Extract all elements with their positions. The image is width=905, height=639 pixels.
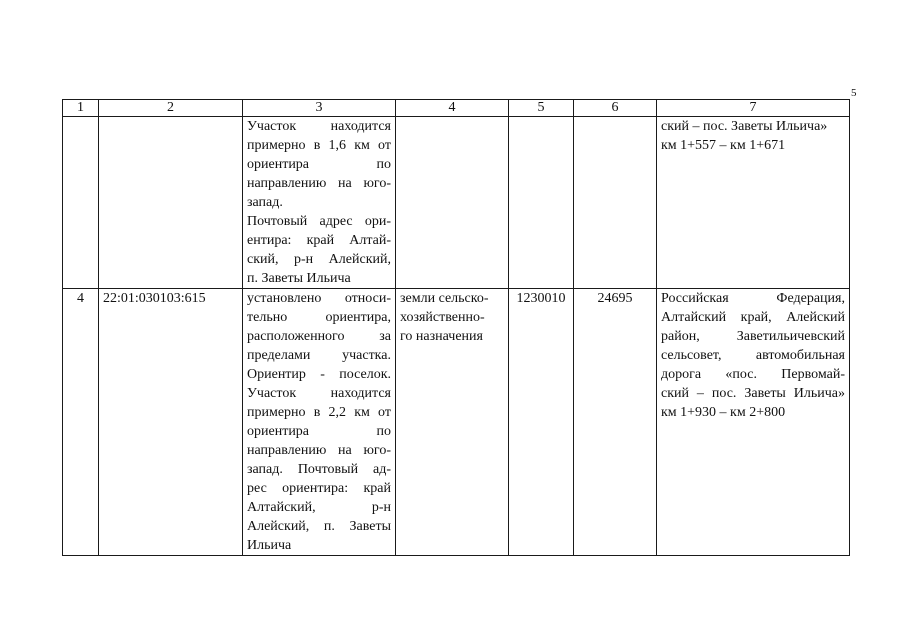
cell-text-line: ский, р-н Алейский, [247, 252, 391, 267]
cell-text-line: Участок находится [247, 119, 391, 134]
column-header-3: 3 [243, 100, 396, 117]
cell-text-line: го назначения [400, 329, 483, 344]
column-header-2: 2 [99, 100, 243, 117]
land-category-cell [396, 289, 509, 556]
cell-text-line: дорога «пос. Первомай- [661, 367, 845, 382]
cell-text-line: рес ориентира: край [247, 481, 391, 496]
cell-text-line: Почтовый адрес ори- [247, 214, 391, 229]
cell-text-line: ориентира по [247, 157, 391, 172]
location-cell [243, 289, 396, 556]
cadastral-number-cell: 22:01:030103:615 [99, 289, 243, 556]
cell-text-line: Участок находится [247, 386, 391, 401]
cell-text-line: примерно в 2,2 км от [247, 405, 391, 420]
description-cell [657, 289, 850, 556]
row-number-cell: 4 [63, 289, 99, 556]
column-header-4: 4 [396, 100, 509, 117]
table-row [63, 117, 850, 289]
page-number: 5 [851, 87, 857, 99]
land-category-cell [396, 117, 509, 289]
land-plots-table [62, 99, 850, 556]
cell-text-line: тельно ориентира, [247, 310, 391, 325]
cadastral-number-cell [99, 117, 243, 289]
cell-text-line: расположенного за [247, 329, 391, 344]
cell-text-line: запад. Почтовый ад- [247, 462, 391, 477]
cell-text-line: Алтайский, р-н [247, 500, 391, 515]
cell-text-line: км 1+930 – км 2+800 [661, 405, 786, 420]
cell-text-line: Ориентир - поселок. [247, 367, 391, 382]
cell-text-line: направлению на юго- [247, 443, 391, 458]
row-number-cell [63, 117, 99, 289]
cell-text-line: ский – пос. Заветы Ильича» [661, 119, 828, 134]
cell-text-line: запад. [247, 195, 283, 210]
cell-text-line: км 1+557 – км 1+671 [661, 138, 786, 153]
location-cell [243, 117, 396, 289]
cell-text-line: п. Заветы Ильича [247, 271, 351, 286]
cell-text-line: район, Заветильичевский [661, 329, 845, 344]
cell-text-line: пределами участка. [247, 348, 391, 363]
cell-text-line: ориентира по [247, 424, 391, 439]
cell-text-line: земли сельско- [400, 291, 489, 306]
cell-text-line: Алейский, п. Заветы [247, 519, 391, 534]
column-header-7: 7 [657, 100, 850, 117]
cadastral-value-cell [574, 117, 657, 289]
table-row [63, 289, 850, 556]
cell-text-line: ентира: край Алтай- [247, 233, 391, 248]
cell-text-line: хозяйственно- [400, 310, 485, 325]
cell-text-line: ский – пос. Заветы Ильича» [661, 386, 845, 401]
column-header-6: 6 [574, 100, 657, 117]
cell-text-line: Алтайский край, Алейский [661, 310, 845, 325]
area-cell [509, 117, 574, 289]
area-cell: 1230010 [509, 289, 574, 556]
column-header-5: 5 [509, 100, 574, 117]
cell-text-line: направлению на юго- [247, 176, 391, 191]
cell-text-line: Ильича [247, 538, 292, 553]
cadastral-value-cell: 24695 [574, 289, 657, 556]
cell-text-line: установлено относи- [247, 291, 391, 306]
cell-text-line: Российская Федерация, [661, 291, 845, 306]
description-cell [657, 117, 850, 289]
table-header-row [63, 100, 850, 117]
cell-text-line: примерно в 1,6 км от [247, 138, 391, 153]
cell-text-line: сельсовет, автомобильная [661, 348, 845, 363]
column-header-1: 1 [63, 100, 99, 117]
